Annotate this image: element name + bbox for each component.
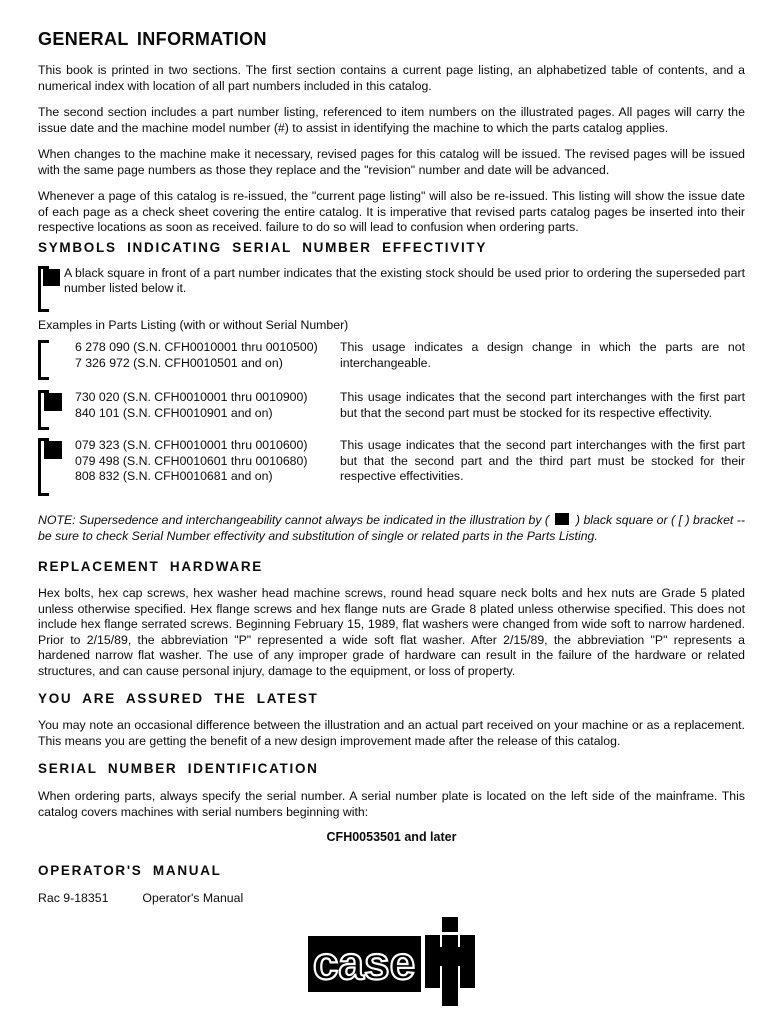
symbol-column	[38, 438, 75, 496]
black-square-definition-text: A black square in front of a part number indicates that the existing stock should be used prior to ordering the superseded part number listed below it.	[64, 265, 745, 295]
black-square-icon	[44, 393, 62, 411]
black-square-icon	[43, 269, 60, 286]
part-number-line: 840 101 (S.N. CFH0010901 and on)	[75, 405, 273, 420]
black-square-definition-row	[38, 266, 745, 312]
intro-paragraph-1: This book is printed in two sections. The first section contains a current page listing, an alphabetized table of contents, and a numerical index with location of all part numbers included in this catalog.	[38, 63, 745, 93]
examples-intro: Examples in Parts Listing (with or without Serial Number)	[38, 317, 349, 332]
case-wordmark: case	[312, 937, 415, 989]
serial-number-value: CFH0053501 and later	[326, 830, 457, 844]
intro-paragraph-3: When changes to the machine make it necessary, revised pages for this catalog will be issued. The revised pages will be issued with the same page numbers as those they replace and the "revision" number and date will be advanced.	[38, 147, 745, 177]
symbols-section-heading: SYMBOLS INDICATING SERIAL NUMBER EFFECTIVITY	[38, 239, 488, 255]
ih-crossbar	[425, 947, 475, 966]
part-numbers	[75, 438, 340, 485]
manual-part-number: Rac 9-18351	[38, 891, 109, 905]
parts-example-row-2	[38, 390, 745, 430]
example-description: This usage indicates that the second part interchanges with the first part but that the second part and the third part must be stocked for their respective effectivities.	[340, 438, 745, 483]
example-description: This usage indicates a design change in which the parts are not interchangeable.	[340, 340, 745, 370]
part-number-line: 079 498 (S.N. CFH0010601 thru 0010680)	[75, 453, 308, 468]
bracket-square-icon	[38, 438, 64, 496]
assured-latest-heading: YOU ARE ASSURED THE LATEST	[38, 691, 319, 706]
serial-number-heading: SERIAL NUMBER IDENTIFICATION	[38, 761, 319, 776]
ih-top-dot	[442, 917, 458, 932]
supersedence-note	[38, 512, 745, 544]
manual-item-name: Operator's Manual	[142, 891, 244, 905]
operators-manual-heading: OPERATOR'S MANUAL	[38, 863, 222, 878]
note-text-before: NOTE: Supersedence and interchangeability cannot always be indicated in the illustration by (	[38, 513, 553, 527]
parts-example-row-1	[38, 340, 745, 380]
symbol-column	[38, 390, 75, 430]
note-text-after: ) black square or ( [ ) bracket -- be sure to check Serial Number effectivity and substitution of single or related parts in the Parts Listing.	[38, 513, 745, 543]
parts-example-row-3	[38, 438, 745, 496]
part-number-line: 808 832 (S.N. CFH0010681 and on)	[75, 469, 273, 483]
black-square-icon	[555, 513, 569, 525]
case-ih-logo	[308, 917, 476, 1011]
page-title: GENERAL INFORMATION	[38, 29, 267, 49]
ih-center-bar	[442, 935, 458, 1006]
symbol-column	[38, 266, 64, 312]
part-number-line: 079 323 (S.N. CFH0010001 thru 0010600)	[75, 438, 308, 452]
bracket-square-icon	[38, 266, 64, 312]
ih-symbol	[425, 917, 475, 1006]
case-ih-logo-svg	[308, 917, 476, 1006]
black-square-icon	[44, 441, 62, 459]
bracket-square-icon	[38, 390, 64, 430]
replacement-hardware-body: Hex bolts, hex cap screws, hex washer head machine screws, round head square neck bolts and hex nuts are Grade 5 plated unless otherwise specified. Hex flange screws and hex flange nuts are Grade 8 plated unless otherwise specified. This does not include hex flange serrated screws. Beginning February 15, 1989, flat washers were changed from wide soft to narrow hardened. Prior to 2/15/89, the abbreviation "P" represented a wide soft flat washer. After 2/15/89, the abbreviation "P" represents a hardened narrow flat washer. The use of any improper grade of hardware can result in the failure of the hardware or related structures, and can cause personal injury, damage to the equipment, or loss of property.	[38, 586, 745, 678]
intro-paragraph-2: The second section includes a part number listing, referenced to item numbers on the illustrated pages. All pages will carry the issue date and the machine model number (#) to assist in identifying the machine to which the parts catalog applies.	[38, 105, 745, 135]
bracket-icon	[38, 340, 64, 380]
serial-number-body: When ordering parts, always specify the serial number. A serial number plate is located on the left side of the mainframe. This catalog covers machines with serial numbers beginning with:	[38, 789, 745, 819]
replacement-hardware-heading: REPLACEMENT HARDWARE	[38, 559, 264, 574]
example-description: This usage indicates that the second part interchanges with the first part but that the second part must be stocked for its respective effectivity.	[340, 390, 745, 420]
intro-paragraph-4: Whenever a page of this catalog is re-issued, the "current page listing" will also be re-issued. This listing will show the issue date of each page as a check sheet covering the entire catalog. It is imperative that revised parts catalog pages be inserted into their respective locations as soon as received. failure to do so will lead to confusion when ordering parts.	[38, 189, 745, 234]
assured-latest-body: You may note an occasional difference between the illustration and an actual part received on your machine or as a replacement. This means you are getting the benefit of a new design improvement made after the release of this catalog.	[38, 718, 745, 748]
part-number-line: 7 326 972 (S.N. CFH0010501 and on)	[75, 355, 283, 370]
symbol-column	[38, 340, 75, 380]
operators-manual-row	[38, 891, 745, 906]
part-numbers	[75, 390, 340, 421]
part-numbers	[75, 340, 340, 371]
part-number-line: 6 278 090 (S.N. CFH0010001 thru 0010500)	[75, 340, 318, 354]
part-number-line: 730 020 (S.N. CFH0010001 thru 0010900)	[75, 390, 308, 404]
